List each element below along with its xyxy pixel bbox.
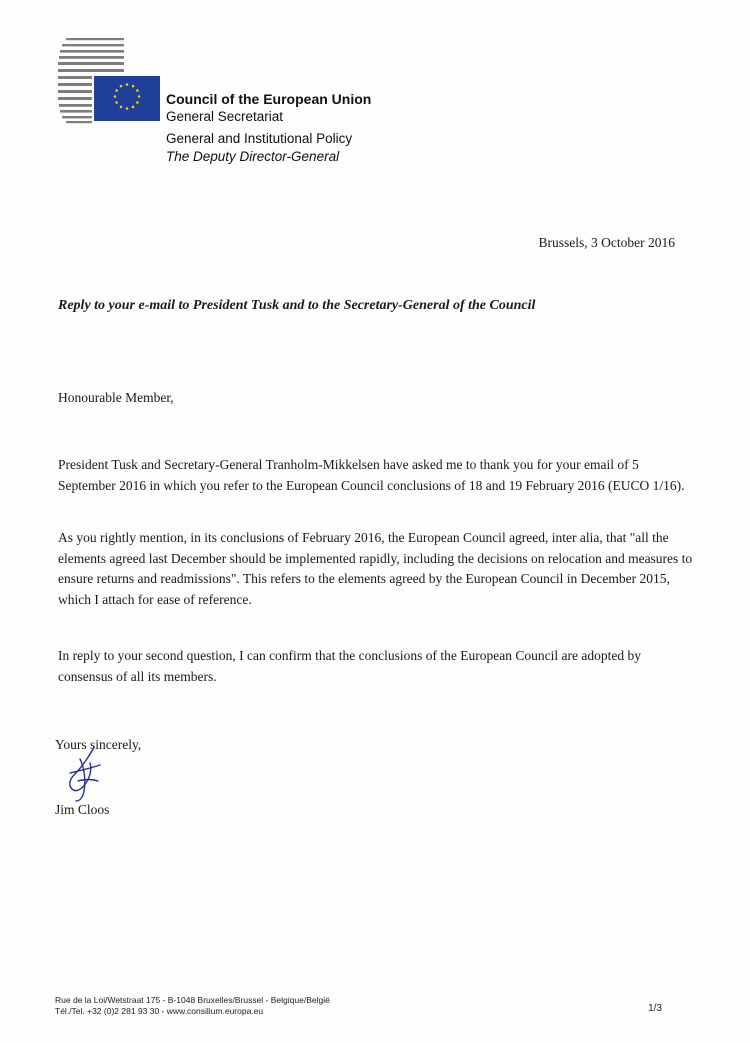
page-number: 1/3 [648, 1003, 662, 1014]
signer-name: Jim Cloos [55, 802, 110, 817]
handwritten-signature [60, 745, 110, 803]
paragraph-3: In reply to your second question, I can confirm that the conclusions of the European Council are adopted by consensus of all its members. [58, 648, 641, 684]
council-logo-icon [58, 34, 160, 126]
footer-address: Rue de la Loi/Wetstraat 175 - B-1048 Bruxelles/Brussel - Belgique/België [55, 995, 330, 1005]
org-name: Council of the European Union [166, 91, 372, 107]
closing: Yours sincerely, [55, 737, 142, 752]
footer-contact: Tél./Tel. +32 (0)2 281 93 30 - www.consilium.europa.eu [55, 1006, 264, 1016]
secretariat: General Secretariat [166, 109, 284, 124]
letter-subject: Reply to your e-mail to President Tusk and to the Secretary-General of the Council [58, 298, 536, 313]
department: General and Institutional Policy [166, 131, 353, 146]
eu-flag [94, 76, 160, 121]
sender-title: The Deputy Director-General [166, 149, 340, 164]
letter-date: Brussels, 3 October 2016 [538, 235, 675, 250]
paragraph-2: As you rightly mention, in its conclusions of February 2016, the European Council agreed, inter alia, that "all the elements agreed last December should be implemented rapidly, including the decisions on relocation and measures to ensure returns and readmissions". This refers to the elements agreed by the European Council in December 2015, which I attach for ease of reference. [58, 530, 693, 607]
paragraph-1: President Tusk and Secretary-General Tranholm-Mikkelsen have asked me to thank you for your email of 5 September 2016 in which you refer to the European Council conclusions of 18 and 19 February 2016 (EUCO 1/16). [58, 457, 685, 493]
letterhead-text [166, 90, 371, 166]
footer [55, 995, 330, 1017]
salutation: Honourable Member, [58, 390, 174, 405]
